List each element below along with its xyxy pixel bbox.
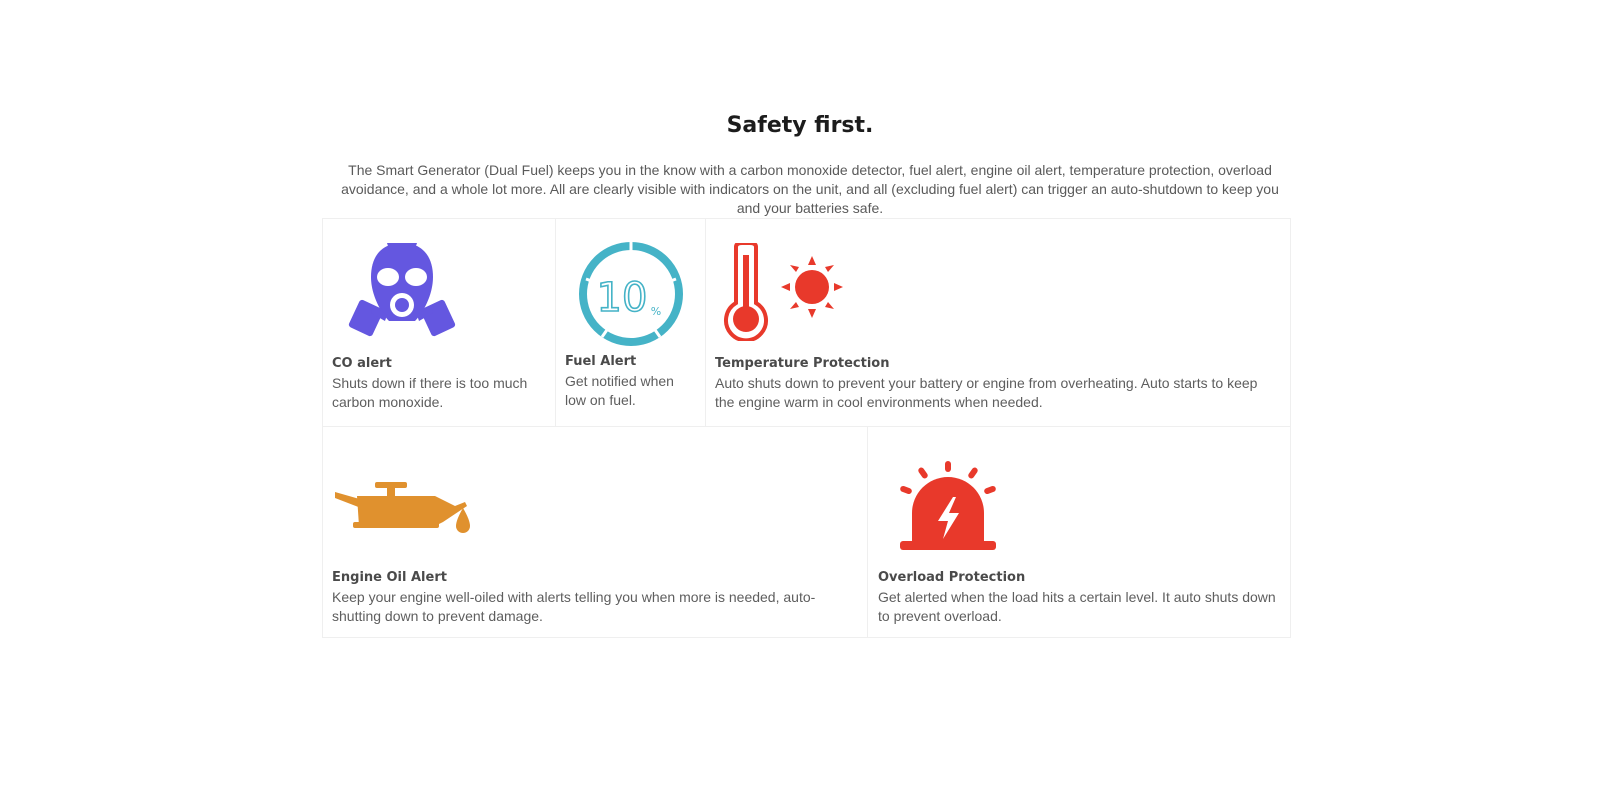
section-intro: The Smart Generator (Dual Fuel) keeps you in the know with a carbon monoxide detector, fuel alert, engine oil alert, temperature protection, overload avoidance, and a whole lot more. All are clearly visible with indicators on the unit, and all (excluding fuel alert) can trigger an auto-shutdown to keep you and your batteries safe. [341, 162, 1279, 216]
feature-description: Keep your engine well-oiled with alerts telling you when more is needed, auto-shutting down to prevent damage. [332, 589, 816, 624]
feature-card-fuel-alert [555, 218, 706, 427]
fuel-gauge-unit: % [650, 305, 662, 318]
fuel-gauge-value: 10 [596, 275, 648, 321]
feature-title: Fuel Alert [565, 354, 637, 369]
feature-card-co-alert [322, 218, 556, 427]
thermometer-sun-icon [720, 243, 846, 341]
gas-mask-icon [347, 243, 457, 339]
fuel-gauge-icon [576, 239, 686, 349]
feature-title: Temperature Protection [715, 356, 890, 371]
feature-description: Auto shuts down to prevent your battery or engine from overheating. Auto starts to keep the engine warm in cool environments when needed. [715, 375, 1258, 410]
feature-title: CO alert [332, 356, 392, 371]
feature-description: Get alerted when the load hits a certain level. It auto shuts down to prevent overload. [878, 589, 1276, 624]
feature-card-engine-oil-alert [322, 426, 868, 638]
feature-title: Engine Oil Alert [332, 570, 447, 585]
alarm-light-icon [898, 461, 998, 553]
feature-card-overload-protection [867, 426, 1291, 638]
feature-title: Overload Protection [878, 570, 1026, 585]
feature-description: Get notified when low on fuel. [565, 373, 674, 408]
oil-can-icon [335, 482, 475, 542]
feature-card-temperature-protection [705, 218, 1291, 427]
feature-description: Shuts down if there is too much carbon monoxide. [332, 375, 528, 410]
section-title: Safety first. [726, 113, 874, 138]
